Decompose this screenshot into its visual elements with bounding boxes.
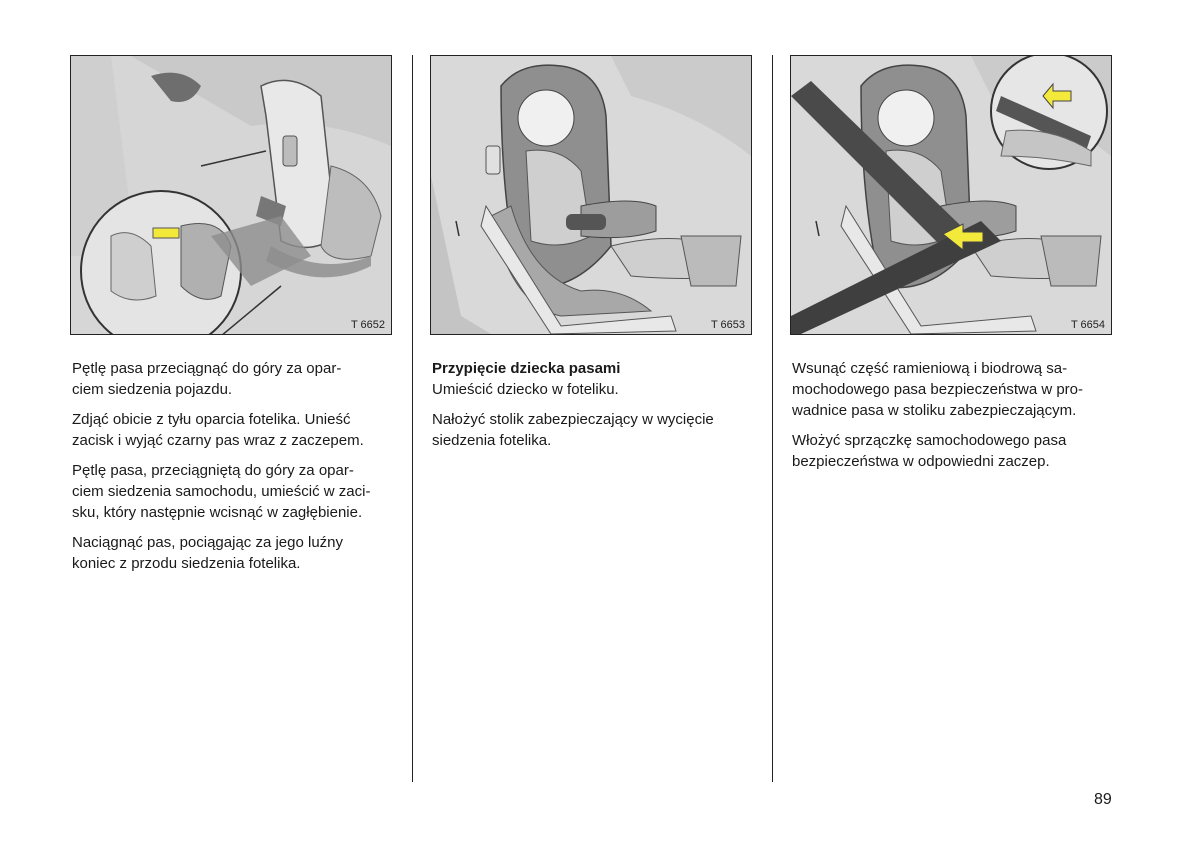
paragraph: Włożyć sprzączkę samochodowego pasa bezpieczeństwa w odpowiedni zaczep.	[792, 432, 1067, 470]
paragraph-body: Umieścić dziecko w foteliku.	[432, 381, 619, 398]
paragraph: Pętlę pasa, przeciągniętą do góry za opar- ciem siedzenia samochodu, umieścić w zaci- sku, który następnie wcisnąć w zagłębienie.	[72, 462, 371, 521]
illustration-belt-routing	[791, 56, 1111, 334]
figure-rear-seat-belt-clamp	[70, 55, 392, 335]
section-heading: Przypięcie dziecka pasami	[432, 360, 621, 377]
instructions-text	[72, 358, 384, 583]
instructions-text	[432, 358, 744, 460]
column-divider	[772, 55, 773, 782]
illustration-rear-clamp	[71, 56, 391, 334]
paragraph: Zdjąć obicie z tyłu oparcia fotelika. Unieść zacisk i wyjąć czarny pas wraz z zaczepem.	[72, 411, 364, 449]
figure-label: T 6653	[710, 319, 745, 331]
illustration-child-seat	[431, 56, 751, 334]
instructions-text	[792, 358, 1104, 481]
figure-child-in-seat	[430, 55, 752, 335]
figure-label: T 6654	[1070, 319, 1105, 331]
figure-belt-routing	[790, 55, 1112, 335]
paragraph: Nałożyć stolik zabezpieczający w wycięcie siedzenia fotelika.	[432, 411, 714, 449]
paragraph: Wsunąć część ramieniową i biodrową sa- mochodowego pasa bezpieczeństwa w pro- wadnice pasa w stoliku zabezpieczającym.	[792, 360, 1083, 419]
page-number: 89	[1094, 791, 1112, 808]
figure-label: T 6652	[350, 319, 385, 331]
paragraph: Pętlę pasa przeciągnąć do góry za opar- ciem siedzenia pojazdu.	[72, 360, 342, 398]
paragraph	[432, 358, 744, 400]
column-divider	[412, 55, 413, 782]
paragraph: Naciągnąć pas, pociągając za jego luźny koniec z przodu siedzenia fotelika.	[72, 534, 344, 572]
